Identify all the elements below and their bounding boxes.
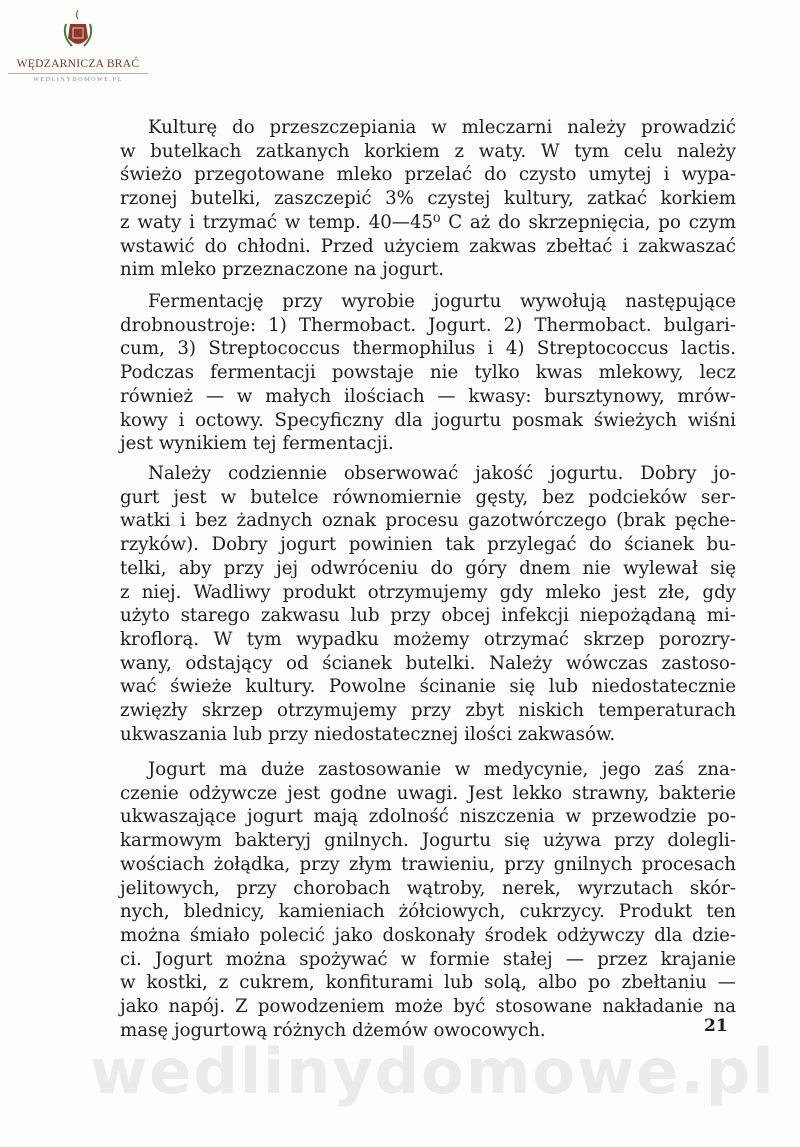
paragraph-1 [120,116,736,282]
text-line: kowy i octowy. Specyficzny dla jogurtu posmak świeżych wiśni [120,409,736,431]
text-line: nim mleko przeznaczone na jogurt. [120,259,445,281]
paragraph-3 [120,462,736,746]
page-number: 21 [704,1016,728,1036]
text-line: Fermentację przy wyrobie jogurtu wywołują następujące [148,291,736,312]
text-line: jako napój. Z powodzeniem może być stosowane nakładanie na [120,996,736,1018]
smokehouse-logo-icon [60,8,96,52]
paragraph-4 [120,758,736,1042]
text-line: rzyków). Dobry jogurt powinien tak przylegać do ścianek bu- [120,534,736,556]
text-line: Podczas fermentacji powstaje nie tylko kwas mlekowy, lecz [120,362,736,384]
text-line: karmowym bakteryj gnilnych. Jogurtu się używa przy dolegli- [120,830,736,852]
text-line: wstawić do chłodni. Przed użyciem zakwas zbełtać i zakwaszać [120,235,736,257]
text-line: ukwaszania lub przy niedostatecznej ilości zakwasów. [120,723,616,745]
text-line: z waty i trzymać w temp. 40—45⁰ C aż do skrzepnięcia, po czym [120,211,736,233]
text-line: wany, odstający od ścianek butelki. Należy wówczas zastoso- [120,652,736,674]
logo-divider [8,73,148,74]
text-line: rzonej butelki, zaszczepić 3% czystej kultury, zatkać korkiem [120,188,736,210]
text-line: kroflorą. W tym wypadku możemy otrzymać skrzep porozry- [120,628,736,650]
text-line: cum, 3) Streptococcus thermophilus i 4) Streptococcus lactis. [120,338,736,360]
text-line: w kostki, z cukrem, konfiturami lub solą, albo po zbełtaniu — [120,972,736,994]
logo-name: WĘDZARNICZA BRAĆ [16,58,140,70]
text-line: drobnoustroje: 1) Thermobact. Jogurt. 2) Thermobact. bulgari- [120,314,736,336]
text-line: Należy codziennie obserwować jakość jogurtu. Dobry jo- [148,463,736,484]
text-line: wościach żołądka, przy złym trawieniu, przy gnilnych procesach [120,853,736,875]
logo-url: WEDLINYDOMOWE.PL [33,77,123,83]
text-line: gurt jest w butelce równomiernie gęsty, bez podcieków ser- [120,486,736,508]
logo [8,8,148,83]
text-line: z niej. Wadliwy produkt otrzymujemy gdy mleko jest złe, gdy [120,581,736,603]
text-line: nych, blednicy, kamieniach żółciowych, cukrzycy. Produkt ten [120,901,736,923]
text-line: ci. Jogurt można spożywać w formie stałej — przez krajanie [120,948,736,970]
text-line: jelitowych, przy chorobach wątroby, nerek, wyrzutach skór- [120,877,736,899]
text-line: ukwaszające jogurt mają zdolność niszczenia w przewodzie po- [120,806,736,828]
paragraph-2 [120,290,736,456]
text-line: również — w małych ilościach — kwasy: bursztynowy, mrów- [120,385,736,407]
text-line: Kulturę do przeszczepiania w mleczarni należy prowadzić [148,117,736,138]
text-line: użyto starego zakwasu lub przy obcej infekcji niepożądaną mi- [120,605,736,627]
text-line: w butelkach zatkanych korkiem z waty. W tym celu należy [120,140,736,162]
text-line: czenie odżywcze jest godne uwagi. Jest lekko strawny, bakterie [120,782,736,804]
text-line: jest wynikiem tej fermentacji. [120,433,394,455]
text-line: świeżo przegotowane mleko przelać do czysto umytej i wypa- [120,164,736,186]
text-line: można śmiało polecić jako doskonały środek odżywczy dla dzie- [120,924,736,946]
text-line: Jogurt ma duże zastosowanie w medycynie, jego zaś zna- [148,759,736,780]
text-line: wać świeże kultury. Powolne ścinanie się lub niedostatecznie [120,676,736,698]
watermark: wedlinydomowe.pl [90,1035,776,1108]
text-line: watki i bez żadnych oznak procesu gazotwórczego (brak pęche- [120,510,736,532]
text-line: telki, aby przy jej odwróceniu do góry dnem nie wylewał się [120,557,736,579]
text-line: masę jogurtową różnych dżemów owocowych. [120,1019,546,1041]
text-line: zwięzły skrzep otrzymujemy przy zbyt niskich temperaturach [120,700,736,722]
